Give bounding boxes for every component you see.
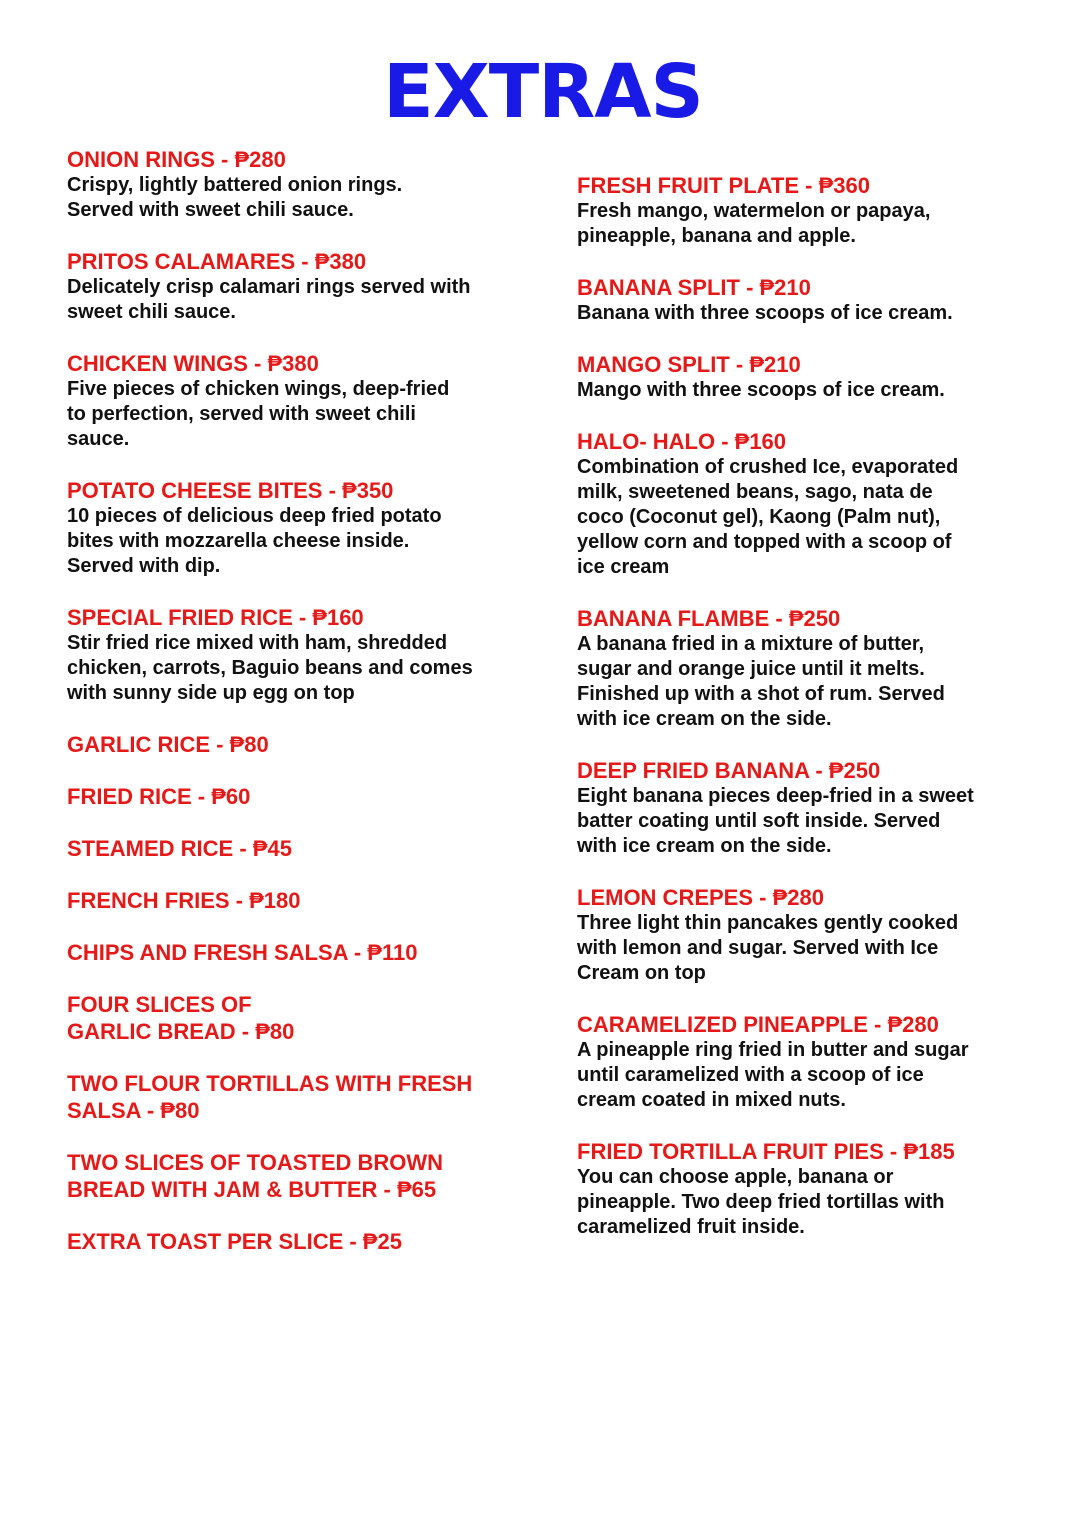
item-name: LEMON CREPES - ₱280 (577, 885, 824, 910)
menu-item (67, 248, 537, 325)
menu-item (67, 991, 537, 1045)
item-name: FOUR SLICES OF GARLIC BREAD - ₱80 (67, 992, 295, 1044)
item-description: 10 pieces of delicious deep fried potato bites with mozzarella cheese inside. Served with dip. (67, 505, 442, 577)
item-description: Combination of crushed Ice, evaporated milk, sweetened beans, sago, nata de coco (Coconut gel), Kaong (Palm nut), yellow corn and topped with a scoop of ice cream (577, 456, 959, 578)
item-name: FRENCH FRIES - ₱180 (67, 888, 301, 913)
menu-item (577, 428, 1047, 580)
item-name: FRIED TORTILLA FRUIT PIES - ₱185 (577, 1139, 955, 1164)
item-name: CHICKEN WINGS - ₱380 (67, 351, 319, 376)
menu-item (67, 939, 537, 966)
menu-item (67, 146, 537, 223)
item-description: Eight banana pieces deep-fried in a sweet batter coating until soft inside. Served with ice cream on the side. (577, 785, 974, 857)
item-name: FRIED RICE - ₱60 (67, 784, 251, 809)
menu-item (577, 605, 1047, 732)
item-name: FRESH FRUIT PLATE - ₱360 (577, 173, 870, 198)
item-name: TWO SLICES OF TOASTED BROWN BREAD WITH JAM & BUTTER - ₱65 (67, 1150, 444, 1202)
item-description: Mango with three scoops of ice cream. (577, 379, 945, 401)
item-description: A banana fried in a mixture of butter, sugar and orange juice until it melts. Finished up with a shot of rum. Served with ice cream on the side. (577, 633, 945, 730)
item-description: Five pieces of chicken wings, deep-fried to perfection, served with sweet chili sauce. (67, 378, 450, 450)
page-title: EXTRAS (383, 49, 703, 135)
menu-item (577, 274, 1047, 326)
menu-item (67, 783, 537, 810)
item-name: CARAMELIZED PINEAPPLE - ₱280 (577, 1012, 939, 1037)
item-name: POTATO CHEESE BITES - ₱350 (67, 478, 394, 503)
menu-item (67, 604, 537, 706)
menu-item (577, 172, 1047, 249)
menu-item (67, 1149, 537, 1203)
left-menu-column (67, 146, 537, 1280)
item-description: A pineapple ring fried in butter and sugar until caramelized with a scoop of ice cream coated in mixed nuts. (577, 1039, 969, 1111)
menu-item (67, 1070, 537, 1124)
menu-item (577, 1138, 1047, 1240)
menu-item (577, 884, 1047, 986)
item-name: SPECIAL FRIED RICE - ₱160 (67, 605, 364, 630)
item-name: GARLIC RICE - ₱80 (67, 732, 269, 757)
item-name: DEEP FRIED BANANA - ₱250 (577, 758, 881, 783)
item-description: Delicately crisp calamari rings served with sweet chili sauce. (67, 276, 471, 323)
item-description: Fresh mango, watermelon or papaya, pineapple, banana and apple. (577, 200, 931, 247)
item-description: Stir fried rice mixed with ham, shredded chicken, carrots, Baguio beans and comes with sunny side up egg on top (67, 632, 473, 704)
menu-item (67, 731, 537, 758)
item-name: ONION RINGS - ₱280 (67, 147, 286, 172)
item-name: BANANA SPLIT - ₱210 (577, 275, 811, 300)
item-name: TWO FLOUR TORTILLAS WITH FRESH SALSA - ₱80 (67, 1071, 473, 1123)
item-name: STEAMED RICE - ₱45 (67, 836, 292, 861)
menu-item (67, 477, 537, 579)
menu-item (67, 887, 537, 914)
menu-item (67, 350, 537, 452)
menu-item (577, 1011, 1047, 1113)
menu-item (577, 757, 1047, 859)
right-menu-column (577, 172, 1047, 1265)
item-description: You can choose apple, banana or pineapple. Two deep fried tortillas with caramelized fruit inside. (577, 1166, 945, 1238)
item-name: BANANA FLAMBE - ₱250 (577, 606, 841, 631)
item-name: MANGO SPLIT - ₱210 (577, 352, 801, 377)
item-name: HALO- HALO - ₱160 (577, 429, 787, 454)
item-name: CHIPS AND FRESH SALSA - ₱110 (67, 940, 418, 965)
menu-item (577, 351, 1047, 403)
item-description: Three light thin pancakes gently cooked with lemon and sugar. Served with Ice Cream on top (577, 912, 959, 984)
item-description: Banana with three scoops of ice cream. (577, 302, 953, 324)
item-name: PRITOS CALAMARES - ₱380 (67, 249, 367, 274)
menu-item (67, 835, 537, 862)
menu-item (67, 1228, 537, 1255)
item-description: Crispy, lightly battered onion rings. Served with sweet chili sauce. (67, 174, 403, 221)
item-name: EXTRA TOAST PER SLICE - ₱25 (67, 1229, 402, 1254)
